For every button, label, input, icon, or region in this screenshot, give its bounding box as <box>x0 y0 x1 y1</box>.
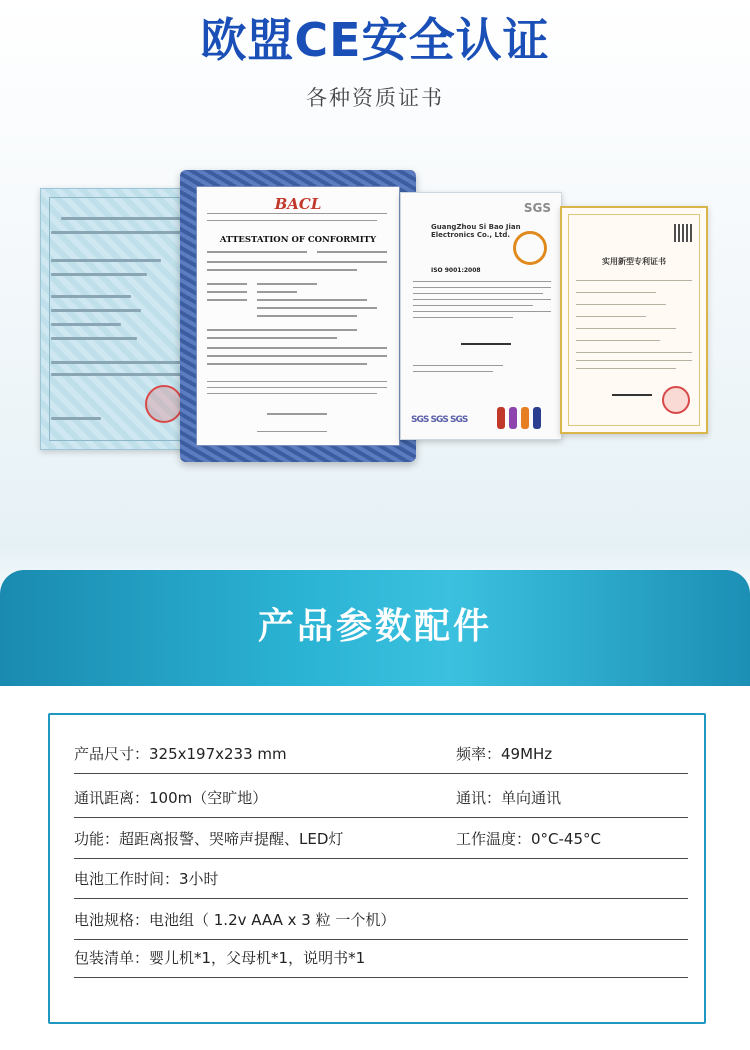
ribbon-icon <box>533 407 541 429</box>
signature-line <box>461 343 511 345</box>
table-row <box>74 818 688 859</box>
red-seal-icon <box>145 385 183 423</box>
text-line <box>51 259 161 262</box>
text-line <box>413 299 551 300</box>
text-line <box>413 311 551 312</box>
qr-code-icon <box>674 224 692 242</box>
text-line <box>207 347 387 349</box>
bacl-logo: BACL <box>274 195 322 213</box>
ribbon-icon <box>521 407 529 429</box>
text-line <box>576 304 666 305</box>
red-seal-icon <box>662 386 690 414</box>
param-cell: 通讯距离：100m（空旷地） <box>74 789 268 807</box>
text-line <box>207 220 377 221</box>
text-line <box>257 315 357 317</box>
text-line <box>207 213 387 214</box>
iso-standard: ISO 9001:2008 <box>431 267 481 274</box>
text-line <box>576 340 660 341</box>
table-row <box>74 733 688 774</box>
certification-badge-icon <box>513 231 547 265</box>
signature-line <box>257 431 327 432</box>
text-line <box>207 329 357 331</box>
text-line <box>576 352 692 353</box>
text-line <box>207 381 387 382</box>
text-line <box>51 273 147 276</box>
sgs-company-name: GuangZhou Si Bao Jian Electronics Co., Ltd. <box>431 223 521 239</box>
param-cell: 包装清单：婴儿机*1，父母机*1，说明书*1 <box>74 949 366 967</box>
text-line <box>413 365 503 366</box>
text-line <box>207 283 247 285</box>
text-line <box>413 371 493 372</box>
text-line <box>207 355 387 357</box>
text-line <box>207 269 357 271</box>
text-line <box>51 309 141 312</box>
certificates-gallery <box>0 0 750 520</box>
text-line <box>207 337 337 339</box>
text-line <box>576 368 676 369</box>
bacl-attestation-certificate <box>180 170 416 462</box>
text-line <box>576 360 692 361</box>
text-line <box>51 295 131 298</box>
param-cell: 产品尺寸：325x197x233 mm <box>74 745 287 763</box>
table-row <box>74 858 688 899</box>
text-line <box>317 251 387 253</box>
sgs-footer-mark: SGS SGS SGS <box>411 415 468 425</box>
signature-line <box>267 413 327 415</box>
text-line <box>207 387 387 388</box>
text-line <box>413 305 533 306</box>
text-line <box>51 231 181 234</box>
sgs-logo: SGS <box>523 201 551 215</box>
params-table <box>48 713 706 1024</box>
text-line <box>207 251 307 253</box>
table-row <box>74 937 688 978</box>
param-cell: 工作温度：0°C-45°C <box>456 830 601 848</box>
param-cell: 通讯：单向通讯 <box>456 789 562 807</box>
text-line <box>207 261 387 263</box>
text-line <box>576 280 692 281</box>
text-line <box>257 283 317 285</box>
utility-patent-certificate <box>560 206 708 434</box>
page-title: 欧盟CE安全认证 <box>200 13 550 67</box>
text-line <box>51 323 121 326</box>
ribbon-icon <box>497 407 505 429</box>
software-copyright-certificate <box>40 188 200 450</box>
signature-line <box>612 394 652 396</box>
ribbon-icon <box>509 407 517 429</box>
sgs-iso-certificate <box>400 192 562 440</box>
text-line <box>207 291 247 293</box>
table-row <box>74 899 688 940</box>
text-line <box>51 417 101 420</box>
text-line <box>207 363 367 365</box>
text-line <box>413 317 513 318</box>
text-line <box>51 337 137 340</box>
param-cell: 电池规格：电池组（ 1.2v AAA x 3 粒 一个机） <box>74 911 396 929</box>
text-line <box>207 393 377 394</box>
text-line <box>207 299 247 301</box>
section-title: 产品参数配件 <box>257 606 492 647</box>
text-line <box>413 287 551 288</box>
text-line <box>257 299 367 301</box>
text-line <box>576 292 656 293</box>
section-banner <box>0 570 750 686</box>
text-line <box>576 316 646 317</box>
param-cell: 频率：49MHz <box>456 745 553 763</box>
text-line <box>413 281 551 282</box>
text-line <box>51 361 185 364</box>
param-cell: 功能：超距离报警、哭啼声提醒、LED灯 <box>74 830 344 848</box>
text-line <box>51 373 185 376</box>
certificate-paper <box>196 186 400 446</box>
text-line <box>61 217 181 220</box>
param-cell: 电池工作时间：3小时 <box>74 870 219 888</box>
table-row <box>74 777 688 818</box>
page-subtitle: 各种资质证书 <box>306 86 444 110</box>
certificate-heading: ATTESTATION OF CONFORMITY <box>219 235 377 245</box>
text-line <box>413 293 543 294</box>
text-line <box>257 307 377 309</box>
patent-title: 实用新型专利证书 <box>602 257 666 266</box>
text-line <box>576 328 676 329</box>
text-line <box>257 291 297 293</box>
